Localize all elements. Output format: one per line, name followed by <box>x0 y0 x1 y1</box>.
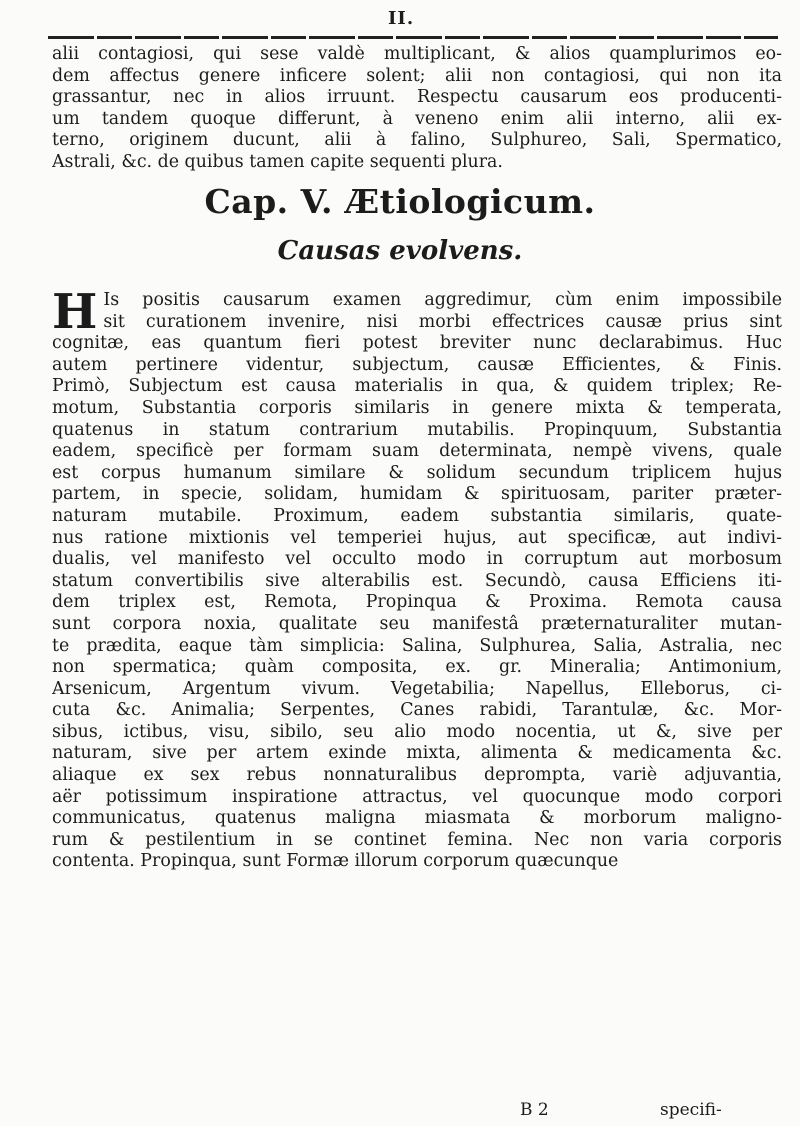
text-line: naturam mutabile. Proximum, eadem substantia similaris, quate- <box>52 505 782 526</box>
signature-mark: B 2 <box>520 1100 549 1120</box>
text-line: non spermatica; quàm composita, ex. gr. Mineralia; Antimonium, <box>52 657 782 678</box>
text-line: Is positis causarum examen aggredimur, cùm enim impossibile <box>103 290 782 310</box>
drop-cap: H <box>52 284 98 340</box>
text-line: eadem, specificè per formam suam determinata, nempè vivens, quale <box>52 441 782 462</box>
text-line: contenta. Propinqua, sunt Formæ illorum corporum quæcunque <box>52 851 619 872</box>
text-line: um tandem quoque differunt, à veneno enim alii interno, alii ex- <box>52 108 782 129</box>
text-line: cuta &c. Animalia; Serpentes, Canes rabidi, Tarantulæ, &c. Mor- <box>52 700 782 721</box>
text-line: grassantur, nec in alios irruunt. Respectu causarum eos producenti- <box>52 87 782 108</box>
text-line: aër potissimum inspiratione attractus, vel quocunque modo corpori <box>52 786 782 807</box>
text-line: nus ratione mixtionis vel temperiei hujus, aut specificæ, aut indivi- <box>52 527 782 548</box>
text-line: sit curationem invenire, nisi morbi effectrices causæ prius sint <box>103 311 782 332</box>
text-line: Astrali, &c. de quibus tamen capite sequenti plura. <box>52 151 503 172</box>
text-line: autem pertinere videntur, subjectum, causæ Efficientes, & Finis. <box>52 354 782 375</box>
text-line: aliaque ex sex rebus nonnaturalibus deprompta, variè adjuvantia, <box>52 765 782 786</box>
text-line: alii contagiosi, qui sese valdè multiplicant, & alios quamplurimos eo- <box>52 44 782 64</box>
text-line: dem affectus genere inficere solent; alii non contagiosi, qui non ita <box>52 65 782 86</box>
text-line: sunt corpora noxia, qualitate seu manifestâ præternaturaliter mutan- <box>52 613 782 634</box>
top-paragraph <box>52 44 782 174</box>
catchword: specifi- <box>660 1100 722 1120</box>
chapter-subtitle: Causas evolvens. <box>277 236 523 266</box>
text-line: cognitæ, eas quantum fieri potest breviter nunc declarabimus. Huc <box>52 333 782 354</box>
text-line: partem, in specie, solidam, humidam & spirituosam, pariter præter- <box>52 484 782 505</box>
chapter-title: Cap. V. Ætiologicum. <box>204 182 596 221</box>
text-line: Primò, Subjectum est causa materialis in qua, & quidem triplex; Re- <box>52 376 782 397</box>
text-line: dualis, vel manifesto vel occulto modo in corruptum aut morbosum <box>52 549 782 570</box>
text-line: rum & pestilentium in se continet femina. Nec non varia corporis <box>52 829 782 850</box>
text-line: motum, Substantia corporis similaris in genere mixta & temperata, <box>52 397 782 418</box>
text-line: communicatus, quatenus maligna miasmata & morborum maligno- <box>52 808 782 829</box>
text-line: quatenus in statum contrarium mutabilis. Propinquum, Substantia <box>52 419 782 440</box>
text-line: te prædita, eaque tàm simplicia: Salina, Sulphurea, Salia, Astralia, nec <box>52 635 782 656</box>
text-line: est corpus humanum similare & solidum secundum triplicem hujus <box>52 462 782 483</box>
text-line: dem triplex est, Remota, Propinqua & Proxima. Remota causa <box>52 592 782 613</box>
text-line: sibus, ictibus, visu, sibilo, seu alio modo nocentia, ut &, sive per <box>52 721 782 742</box>
header-rule <box>48 36 778 39</box>
text-line: naturam, sive per artem exinde mixta, alimenta & medicamenta &c. <box>52 743 782 764</box>
text-line: Arsenicum, Argentum vivum. Vegetabilia; Napellus, Elleborus, ci- <box>52 678 782 699</box>
body-paragraph <box>52 284 782 873</box>
text-line: terno, originem ducunt, alii à falino, Sulphureo, Sali, Spermatico, <box>52 130 782 151</box>
text-line: statum convertibilis sive alterabilis est. Secundò, causa Efficiens iti- <box>52 570 782 591</box>
page-number: II. <box>388 8 415 29</box>
